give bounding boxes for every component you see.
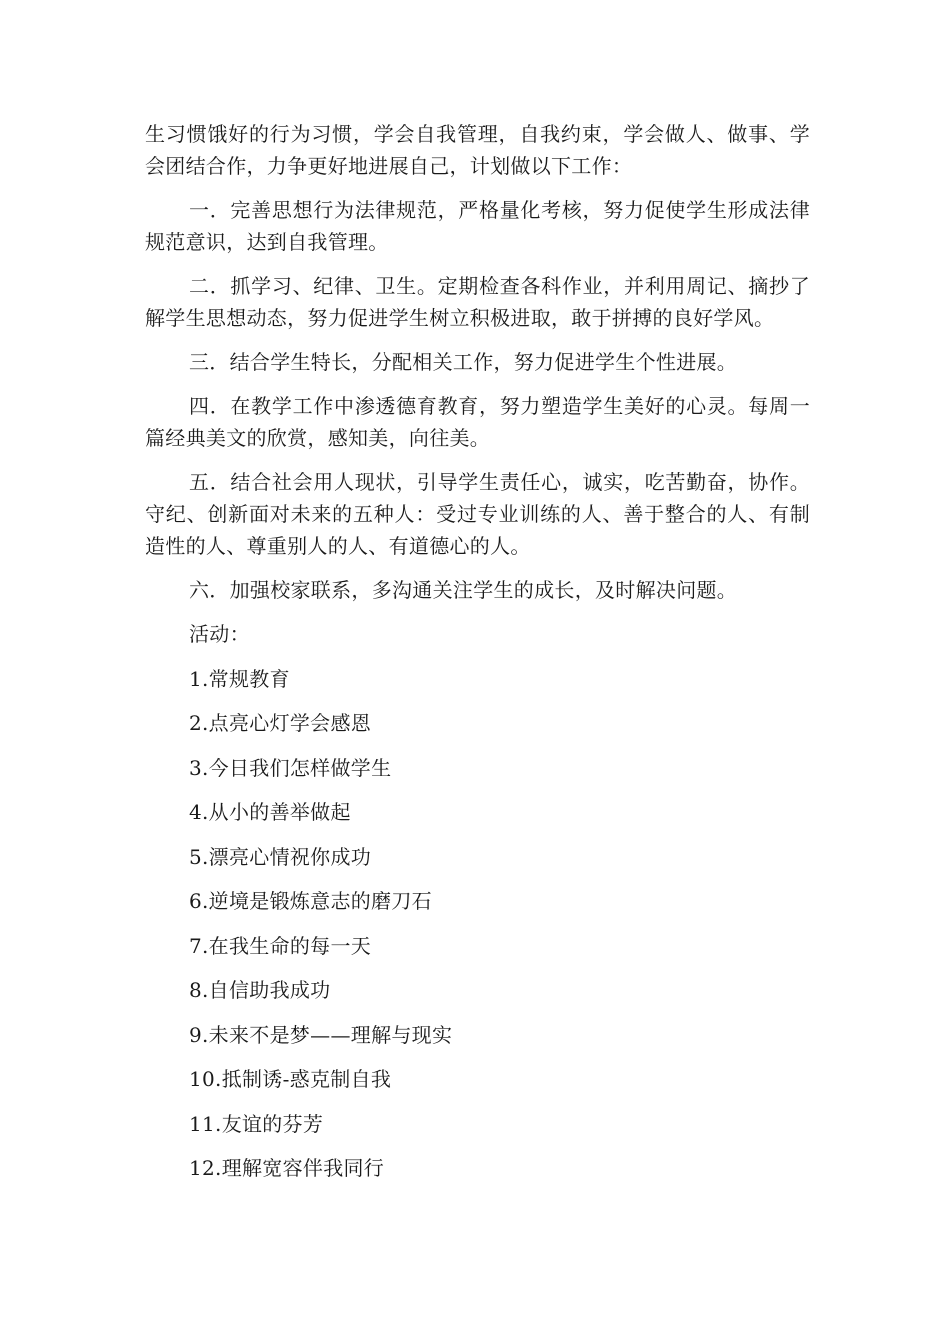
list-item: 12.理解宽容伴我同行 <box>189 1156 385 1180</box>
list-item: 3.今日我们怎样做学生 <box>189 755 392 780</box>
paragraph-item-5: 五．结合社会用人现状，引导学生责任心，诚实，吃苦勤奋，协作。守纪、创新面对未来的五种人：受过专业训练的人、善于整合的人、有制造性的人、尊重别人的人、有道德心的人。 <box>145 470 810 558</box>
paragraph-item-3: 三．结合学生特长，分配相关工作，努力促进学生个性进展。 <box>189 350 738 374</box>
document-page <box>145 118 810 1197</box>
paragraph-intro: 生习惯饿好的行为习惯，学会自我管理，自我约束，学会做人、做事、学会团结合作，力争更好地进展自己，计划做以下工作： <box>145 122 810 178</box>
list-item: 11.友谊的芬芳 <box>189 1111 324 1136</box>
paragraph-item-2: 二．抓学习、纪律、卫生。定期检查各科作业，并利用周记、摘抄了解学生思想动态，努力促进学生树立积极进取，敢于拼搏的良好学风。 <box>145 274 810 330</box>
paragraph-item-1: 一．完善思想行为法律规范，严格量化考核，努力促使学生形成法律规范意识，达到自我管理。 <box>145 198 810 254</box>
paragraph-item-4: 四．在教学工作中渗透德育教育，努力塑造学生美好的心灵。每周一篇经典美文的欣赏，感知美，向往美。 <box>145 394 810 450</box>
list-item: 7.在我生命的每一天 <box>189 933 372 958</box>
list-item: 2.点亮心灯学会感恩 <box>189 711 372 735</box>
list-item: 1.常规教育 <box>189 666 290 691</box>
activities-list <box>145 663 810 1185</box>
list-item: 10.抵制诱-惑克制自我 <box>189 1067 392 1091</box>
list-item: 6.逆境是锻炼意志的磨刀石 <box>189 889 432 913</box>
list-item: 4.从小的善举做起 <box>189 800 351 824</box>
list-item: 5.漂亮心情祝你成功 <box>189 844 372 869</box>
list-item: 9.未来不是梦——理解与现实 <box>189 1022 453 1047</box>
activities-heading: 活动： <box>189 622 250 646</box>
list-item: 8.自信助我成功 <box>189 978 331 1002</box>
paragraph-item-6: 六．加强校家联系，多沟通关注学生的成长，及时解决问题。 <box>189 578 738 602</box>
